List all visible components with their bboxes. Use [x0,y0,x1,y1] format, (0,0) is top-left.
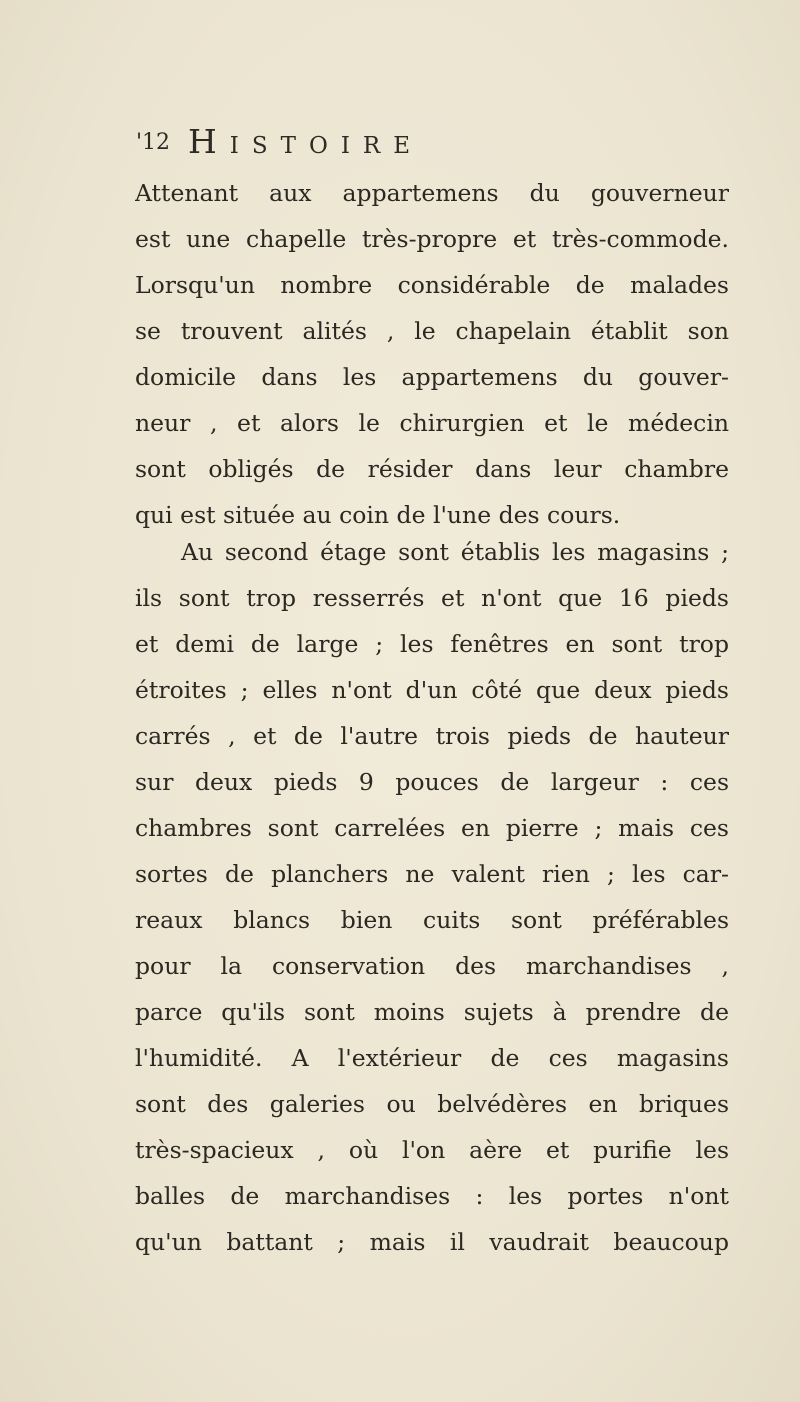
text-line: Attenant aux appartemens du gouverneur [135,179,729,207]
text-line: et demi de large ; les fenêtres en sont trop [135,630,729,658]
text-line: neur , et alors le chirurgien et le médecin [135,409,729,437]
text-line: ils sont trop resserrés et n'ont que 16 pieds [135,584,729,612]
page-header [136,122,736,166]
text-line: parce qu'ils sont moins sujets à prendre de [135,998,729,1026]
text-line: carrés , et de l'autre trois pieds de hauteur [135,722,729,750]
text-line: sont des galeries ou belvédères en briques [135,1090,729,1118]
text-line: Lorsqu'un nombre considérable de malades [135,271,729,299]
text-line: reaux blancs bien cuits sont préférables [135,906,729,934]
text-line: étroites ; elles n'ont d'un côté que deux pieds [135,676,729,704]
text-line: sur deux pieds 9 pouces de largeur : ces [135,768,729,796]
text-line: Au second étage sont établis les magasins ; [181,538,729,566]
text-line: sont obligés de résider dans leur chambre [135,455,729,483]
text-line: qu'un battant ; mais il vaudrait beaucoup [135,1228,729,1256]
page-number: '12 [136,130,171,155]
paragraph-2 [135,529,729,1265]
text-line: sortes de planchers ne valent rien ; les car- [135,860,729,888]
running-title: Histoire [188,122,424,161]
text-line: domicile dans les appartemens du gouver- [135,363,729,391]
text-line: chambres sont carrelées en pierre ; mais ces [135,814,729,842]
text-line: se trouvent alités , le chapelain établit son [135,317,729,345]
text-line: pour la conservation des marchandises , [135,952,729,980]
text-line: qui est située au coin de l'une des cours. [135,501,621,529]
text-line: balles de marchandises : les portes n'ont [135,1182,729,1210]
paragraph-1 [135,170,729,538]
text-line: très-spacieux , où l'on aère et purifie les [135,1136,729,1164]
text-line: est une chapelle très-propre et très-commode. [135,225,729,253]
text-line: l'humidité. A l'extérieur de ces magasins [135,1044,729,1072]
